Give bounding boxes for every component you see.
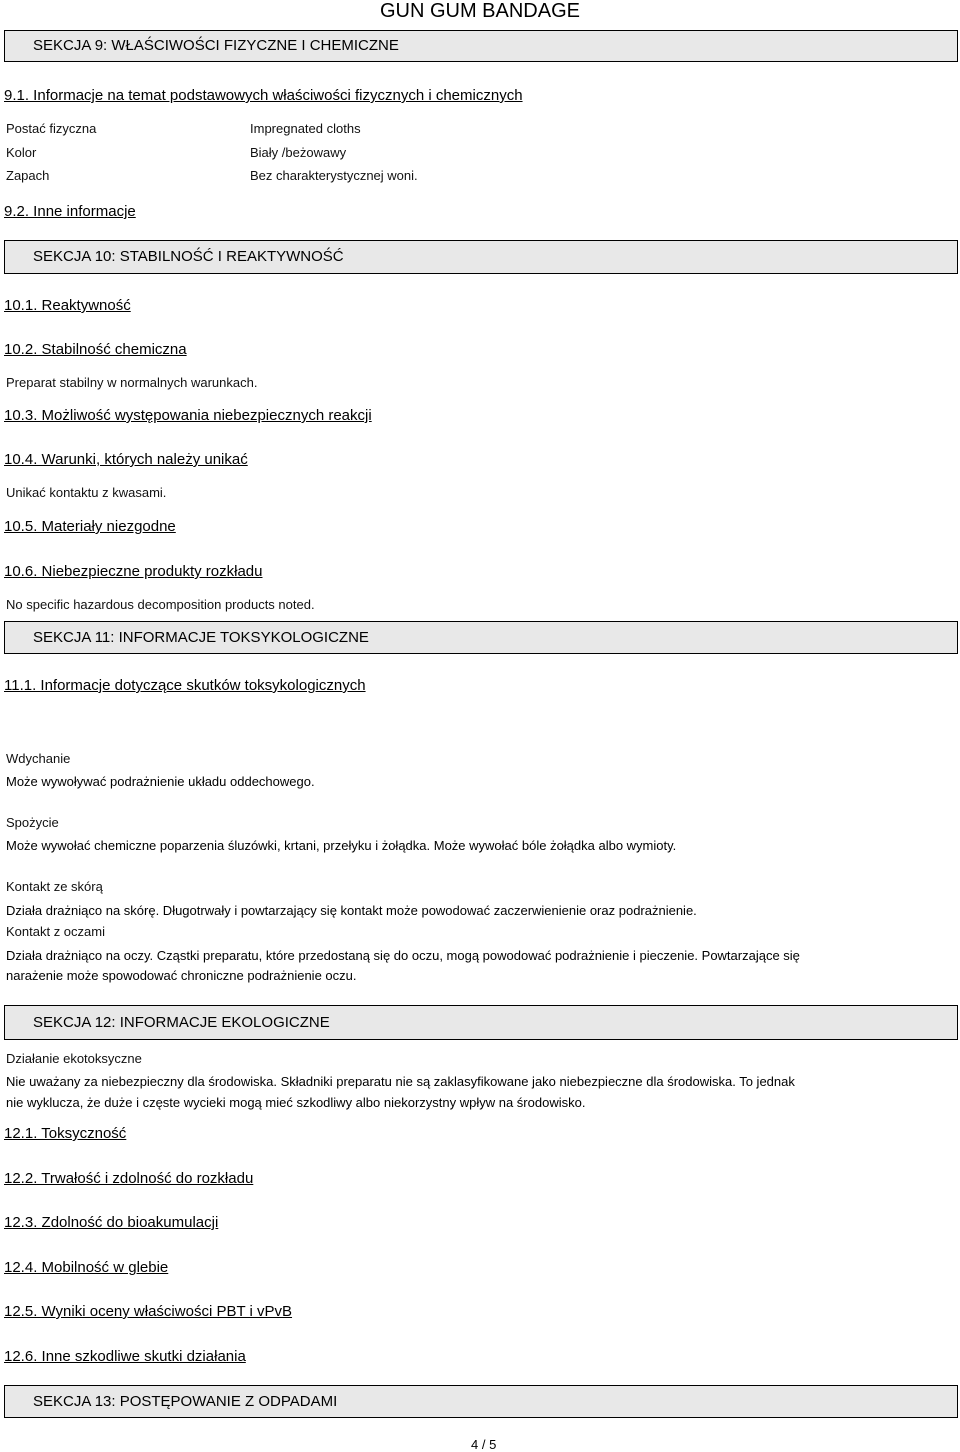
prop-label-odor: Zapach [6, 168, 50, 183]
prop-label-color: Kolor [6, 145, 37, 160]
prop-label-form: Postać fizyczna [6, 121, 97, 136]
text-eye-contact-line-1: Działa drażniąco na oczy. Cząstki preparatu, które przedostaną się do oczu, mogą powodować podrażnienie i pieczenie. Powtarzające się [6, 948, 800, 963]
heading-12-5: 12.5. Wyniki oceny właściwości PBT i vPvB [4, 1303, 293, 1320]
label-skin-contact: Kontakt ze skórą [6, 879, 103, 894]
section-9-title: SEKCJA 9: WŁAŚCIWOŚCI FIZYCZNE I CHEMICZNE [33, 37, 399, 54]
heading-9-1: 9.1. Informacje na temat podstawowych właściwości fizycznych i chemicznych [4, 87, 523, 104]
page-number: 4 / 5 [471, 1437, 497, 1452]
text-10-4: Unikać kontaktu z kwasami. [6, 485, 167, 500]
section-12-title: SEKCJA 12: INFORMACJE EKOLOGICZNE [33, 1014, 330, 1031]
section-10-title: SEKCJA 10: STABILNOŚĆ I REAKTYWNOŚĆ [33, 248, 344, 265]
label-ecotoxicity: Działanie ekotoksyczne [6, 1051, 142, 1066]
section-10-header [4, 240, 958, 274]
document-product-title: GUN GUM BANDAGE [379, 0, 580, 22]
section-11-title: SEKCJA 11: INFORMACJE TOKSYKOLOGICZNE [33, 629, 369, 646]
label-ingestion: Spożycie [6, 815, 59, 830]
section-11-header [4, 621, 958, 654]
heading-10-1: 10.1. Reaktywność [4, 297, 131, 314]
heading-10-5: 10.5. Materiały niezgodne [4, 518, 176, 535]
section-9-header [4, 30, 958, 62]
heading-10-2: 10.2. Stabilność chemiczna [4, 341, 187, 358]
text-10-6: No specific hazardous decomposition products noted. [6, 597, 315, 612]
heading-10-4: 10.4. Warunki, których należy unikać [4, 451, 248, 468]
heading-12-4: 12.4. Mobilność w glebie [4, 1259, 169, 1276]
prop-value-color: Biały /beżowawy [250, 145, 347, 160]
text-ecotoxicity-line-1: Nie uważany za niebezpieczny dla środowiska. Składniki preparatu nie są zaklasyfikowane jako niebezpieczne dla środowiska. To jednak [6, 1074, 795, 1089]
text-skin-contact: Działa drażniąco na skórę. Długotrwały i powtarzający się kontakt może powodować zaczerwienienie oraz podrażnienie. [6, 903, 697, 918]
text-10-2: Preparat stabilny w normalnych warunkach. [6, 375, 258, 390]
heading-12-1: 12.1. Toksyczność [4, 1125, 127, 1142]
heading-12-3: 12.3. Zdolność do bioakumulacji [4, 1214, 219, 1231]
heading-11-1: 11.1. Informacje dotyczące skutków toksykologicznych [4, 677, 366, 694]
heading-10-3: 10.3. Możliwość występowania niebezpiecznych reakcji [4, 407, 372, 424]
heading-12-2: 12.2. Trwałość i zdolność do rozkładu [4, 1170, 254, 1187]
text-ecotoxicity-line-2: nie wyklucza, że duże i częste wycieki mogą mieć szkodliwy albo niekorzystny wpływ na środowisko. [6, 1095, 586, 1110]
section-13-title: SEKCJA 13: POSTĘPOWANIE Z ODPADAMI [33, 1393, 338, 1410]
label-inhalation: Wdychanie [6, 751, 71, 766]
text-ingestion: Może wywołać chemiczne poparzenia śluzówki, krtani, przełyku i żołądka. Może wywołać bóle żołądka albo wymioty. [6, 838, 677, 853]
label-eye-contact: Kontakt z oczami [6, 924, 105, 939]
prop-value-odor: Bez charakterystycznej woni. [250, 168, 418, 183]
heading-10-6: 10.6. Niebezpieczne produkty rozkładu [4, 563, 263, 580]
heading-12-6: 12.6. Inne szkodliwe skutki działania [4, 1348, 246, 1365]
text-eye-contact-line-2: narażenie może spowodować chroniczne podrażnienie oczu. [6, 968, 357, 983]
prop-value-form: Impregnated cloths [250, 121, 361, 136]
section-13-header [4, 1385, 958, 1418]
text-inhalation: Może wywoływać podrażnienie układu oddechowego. [6, 774, 315, 789]
heading-9-2: 9.2. Inne informacje [4, 203, 136, 220]
section-12-header [4, 1005, 958, 1040]
